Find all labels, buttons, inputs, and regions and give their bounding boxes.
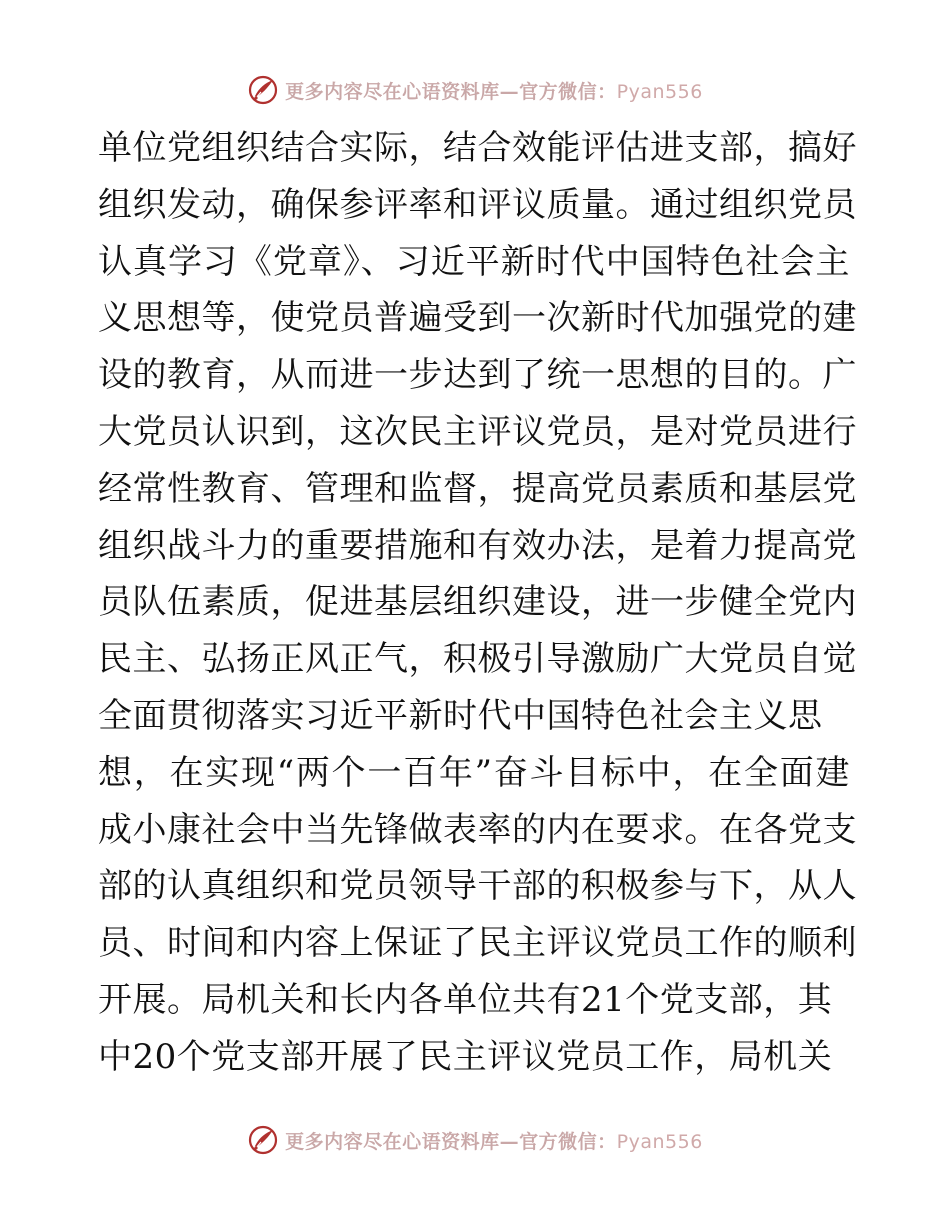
document-body — [98, 120, 857, 1086]
body-line: 认真学习《党章》、习近平新时代中国特色社会主 — [98, 241, 850, 282]
body-line: 组织战斗力的重要措施和有效办法，是着力提高党 — [98, 525, 857, 566]
quill-logo-icon — [247, 1124, 279, 1156]
footer-banner-text — [285, 1127, 703, 1154]
body-line: 经常性教育、管理和监督，提高党员素质和基层党 — [98, 468, 857, 509]
header-banner-content — [247, 74, 703, 106]
body-line: 想，在实现“两个一百年”奋斗目标中，在全面建 — [98, 752, 850, 793]
body-line: 成小康社会中当先锋做表率的内在要求。在各党支 — [98, 809, 857, 850]
body-line: 设的教育，从而进一步达到了统一思想的目的。广 — [98, 355, 857, 396]
body-line: 员、时间和内容上保证了民主评议党员工作的顺利 — [98, 923, 857, 964]
body-line: 大党员认识到，这次民主评议党员，是对党员进行 — [98, 411, 857, 452]
body-line: 全面贯彻落实习近平新时代中国特色社会主义思 — [98, 695, 823, 736]
footer-wechat-id: Pyan556 — [616, 1130, 703, 1153]
body-line: 民主、弘扬正风正气，积极引导激励广大党员自觉 — [98, 639, 857, 680]
body-line: 员队伍素质，促进基层组织建设，进一步健全党内 — [98, 582, 857, 623]
header-banner-label: 更多内容尽在心语资料库—官方微信： — [285, 80, 617, 103]
body-line: 部的认真组织和党员领导干部的积极参与下，从人 — [98, 866, 857, 907]
header-banner-text — [285, 77, 703, 104]
body-line: 开展。局机关和长内各单位共有21个党支部，其 — [98, 979, 833, 1020]
body-line: 组织发动，确保参评率和评议质量。通过组织党员 — [98, 184, 857, 225]
footer-banner — [0, 1120, 950, 1160]
footer-banner-content — [247, 1124, 703, 1156]
quill-logo-icon — [247, 74, 279, 106]
body-line: 义思想等，使党员普遍受到一次新时代加强党的建 — [98, 298, 857, 339]
body-line: 单位党组织结合实际，结合效能评估进支部，搞好 — [98, 128, 857, 168]
footer-banner-label: 更多内容尽在心语资料库—官方微信： — [285, 1130, 617, 1153]
header-banner — [0, 70, 950, 110]
body-line: 中20个党支部开展了民主评议党员工作，局机关 — [98, 1036, 833, 1077]
header-wechat-id: Pyan556 — [616, 80, 703, 103]
